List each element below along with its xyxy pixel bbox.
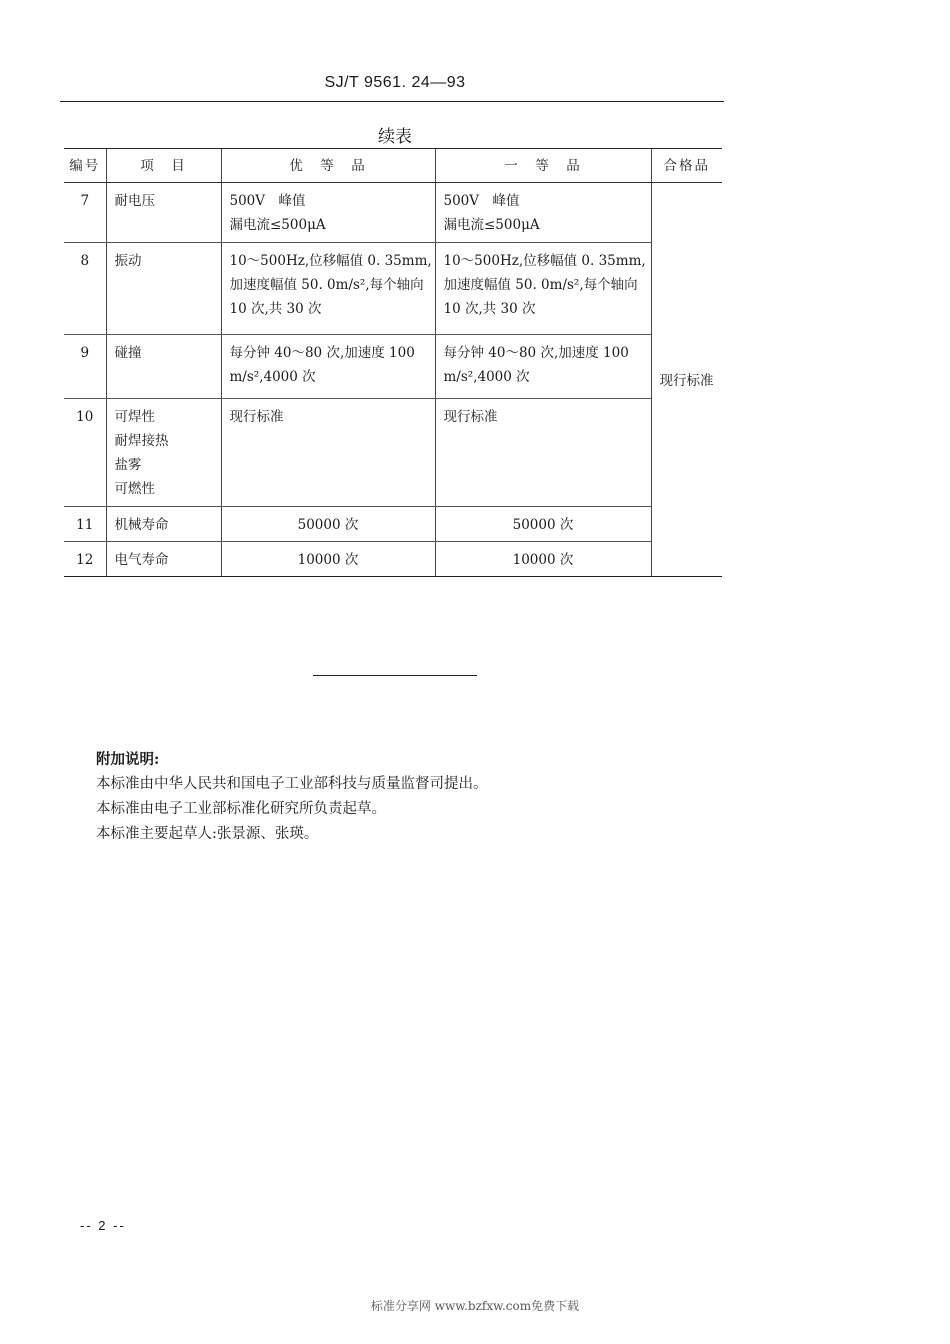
- value-line: 每分钟 40～80 次,加速度 100: [229, 345, 415, 361]
- row-number: 10: [64, 399, 106, 507]
- value-line: 50000 次: [297, 517, 359, 533]
- row-item: [106, 507, 221, 542]
- value-line: 漏电流≤500μA: [229, 217, 326, 233]
- value-line: 10 次,共 30 次: [443, 301, 536, 317]
- col-header-qualified: 合格品: [651, 149, 722, 183]
- value-line: 加速度幅值 50. 0m/s²,每个轴向: [443, 277, 638, 293]
- item-line: 可焊性: [114, 409, 155, 425]
- section-divider: [313, 675, 477, 676]
- row-number: 9: [64, 335, 106, 399]
- row-number: 12: [64, 542, 106, 577]
- row-first-class: [435, 183, 651, 243]
- value-line: 漏电流≤500μA: [443, 217, 540, 233]
- row-superior: [221, 335, 435, 399]
- item-line: 电气寿命: [114, 552, 169, 568]
- col-header-first-class: 一 等 品: [435, 149, 651, 183]
- row-item: [106, 399, 221, 507]
- value-line: 10～500Hz,位移幅值 0. 35mm,: [229, 253, 432, 269]
- row-item: [106, 335, 221, 399]
- notes-line: 本标准由中华人民共和国电子工业部科技与质量监督司提出。: [96, 776, 488, 792]
- row-superior: [221, 542, 435, 577]
- value-line: 加速度幅值 50. 0m/s²,每个轴向: [229, 277, 424, 293]
- value-line: m/s²,4000 次: [443, 369, 530, 385]
- row-first-class: [435, 335, 651, 399]
- col-header-number: 编号: [64, 149, 106, 183]
- qualified-merged-cell: 现行标准: [651, 183, 722, 577]
- row-number: 11: [64, 507, 106, 542]
- row-item: [106, 183, 221, 243]
- row-number: 8: [64, 243, 106, 335]
- row-first-class: [435, 243, 651, 335]
- row-superior: [221, 243, 435, 335]
- row-first-class: [435, 399, 651, 507]
- header-rule: [60, 101, 724, 102]
- table-row: [64, 335, 722, 399]
- notes-title: 附加说明:: [96, 751, 160, 768]
- value-line: 500V 峰值: [443, 193, 520, 209]
- table-row: [64, 183, 722, 243]
- notes-line: 本标准主要起草人:张景源、张瑛。: [96, 826, 319, 842]
- row-superior: [221, 399, 435, 507]
- item-line: 振动: [114, 253, 142, 269]
- row-item: [106, 542, 221, 577]
- table-row: [64, 507, 722, 542]
- additional-notes: [96, 747, 488, 847]
- item-line: 盐雾: [114, 457, 142, 473]
- value-line: 每分钟 40～80 次,加速度 100: [443, 345, 629, 361]
- value-line: 现行标准: [443, 409, 498, 425]
- row-item: [106, 243, 221, 335]
- table-row: [64, 542, 722, 577]
- col-header-superior: 优 等 品: [221, 149, 435, 183]
- value-line: m/s²,4000 次: [229, 369, 316, 385]
- watermark-text: 标准分享网 www.bzfxw.com免费下载: [370, 1299, 580, 1313]
- table-row: [64, 243, 722, 335]
- item-line: 耐焊接热: [114, 433, 169, 449]
- row-superior: [221, 507, 435, 542]
- item-line: 碰撞: [114, 345, 142, 361]
- notes-line: 本标准由电子工业部标准化研究所负责起草。: [96, 801, 386, 817]
- table-title: 续表: [378, 127, 412, 147]
- item-line: 机械寿命: [114, 517, 169, 533]
- item-line: 耐电压: [114, 193, 155, 209]
- table-row: [64, 399, 722, 507]
- value-line: 10～500Hz,位移幅值 0. 35mm,: [443, 253, 646, 269]
- row-number: 7: [64, 183, 106, 243]
- spec-table: [64, 148, 722, 577]
- table-header-row: [64, 149, 722, 183]
- row-first-class: [435, 542, 651, 577]
- row-first-class: [435, 507, 651, 542]
- value-line: 10 次,共 30 次: [229, 301, 322, 317]
- document-code: SJ/T 9561. 24—93: [324, 74, 466, 91]
- value-line: 500V 峰值: [229, 193, 306, 209]
- row-superior: [221, 183, 435, 243]
- value-line: 50000 次: [512, 517, 574, 533]
- page-number: -- 2 --: [80, 1218, 126, 1233]
- value-line: 10000 次: [512, 552, 574, 568]
- item-line: 可燃性: [114, 481, 155, 497]
- value-line: 现行标准: [229, 409, 284, 425]
- value-line: 10000 次: [297, 552, 359, 568]
- col-header-item: 项 目: [106, 149, 221, 183]
